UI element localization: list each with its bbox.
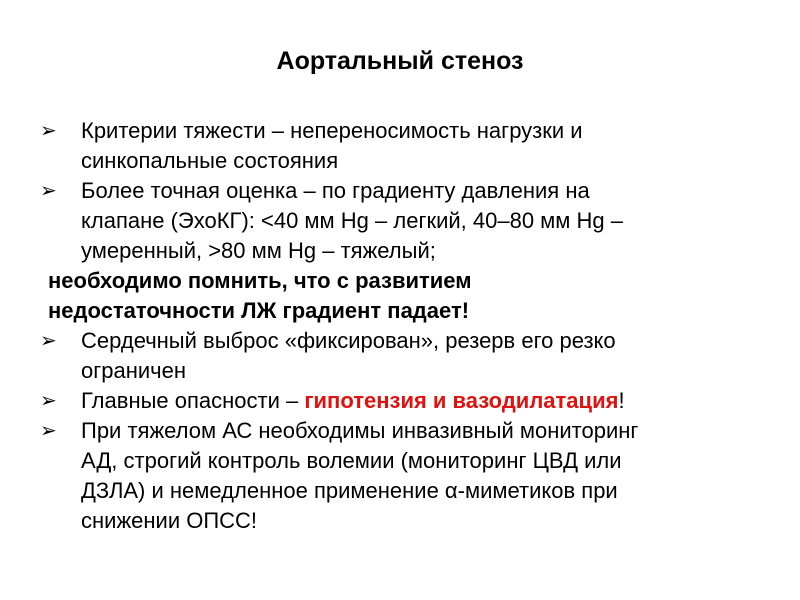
bullet-item-main-dangers	[40, 386, 760, 416]
bullet-text-line: ограничен	[81, 358, 187, 383]
bullet-text-line	[81, 386, 760, 416]
arrow-bullet-icon: ➢	[40, 390, 57, 412]
arrow-bullet-icon: ➢	[40, 120, 57, 142]
arrow-bullet-icon: ➢	[40, 330, 57, 352]
danger-highlight-text: гипотензия и вазодилатация	[304, 388, 619, 413]
bullet-text-line: умеренный, >80 мм Hg – тяжелый;	[81, 238, 436, 263]
bullet-item-monitoring	[40, 416, 760, 536]
slide-title: Аортальный стеноз	[276, 47, 524, 75]
bullet-item-severity-criteria	[40, 116, 760, 176]
bullet-text-line: Критерии тяжести – непереносимость нагрузки и	[81, 118, 583, 143]
bullet-text-line: Более точная оценка – по градиенту давления на	[81, 178, 590, 203]
danger-suffix-text: !	[618, 388, 625, 413]
bullet-item-cardiac-output	[40, 326, 760, 386]
bullet-text-line: клапане (ЭхоКГ): <40 мм Hg – легкий, 40–80 мм Hg –	[81, 208, 624, 233]
danger-prefix-text: Главные опасности –	[81, 388, 305, 413]
bullet-text-line: снижении ОПСС!	[81, 508, 258, 533]
bullet-text-line: ДЗЛА) и немедленное применение α-миметиков при	[81, 478, 618, 503]
bold-note	[40, 266, 760, 326]
bullet-text-line: Сердечный выброс «фиксирован», резерв его резко	[81, 328, 616, 353]
arrow-bullet-icon: ➢	[40, 180, 57, 202]
bullet-text-line: синкопальные состояния	[81, 148, 339, 173]
bullet-text-line: При тяжелом АС необходимы инвазивный мониторинг	[81, 418, 639, 443]
bullet-text-line: АД, строгий контроль волемии (мониторинг ЦВД или	[81, 448, 622, 473]
arrow-bullet-icon: ➢	[40, 420, 57, 442]
note-text-line: недостаточности ЛЖ градиент падает!	[48, 298, 470, 323]
bullet-item-gradient-assessment	[40, 176, 760, 266]
note-text-line: необходимо помнить, что с развитием	[48, 268, 472, 293]
slide-content	[40, 116, 760, 536]
